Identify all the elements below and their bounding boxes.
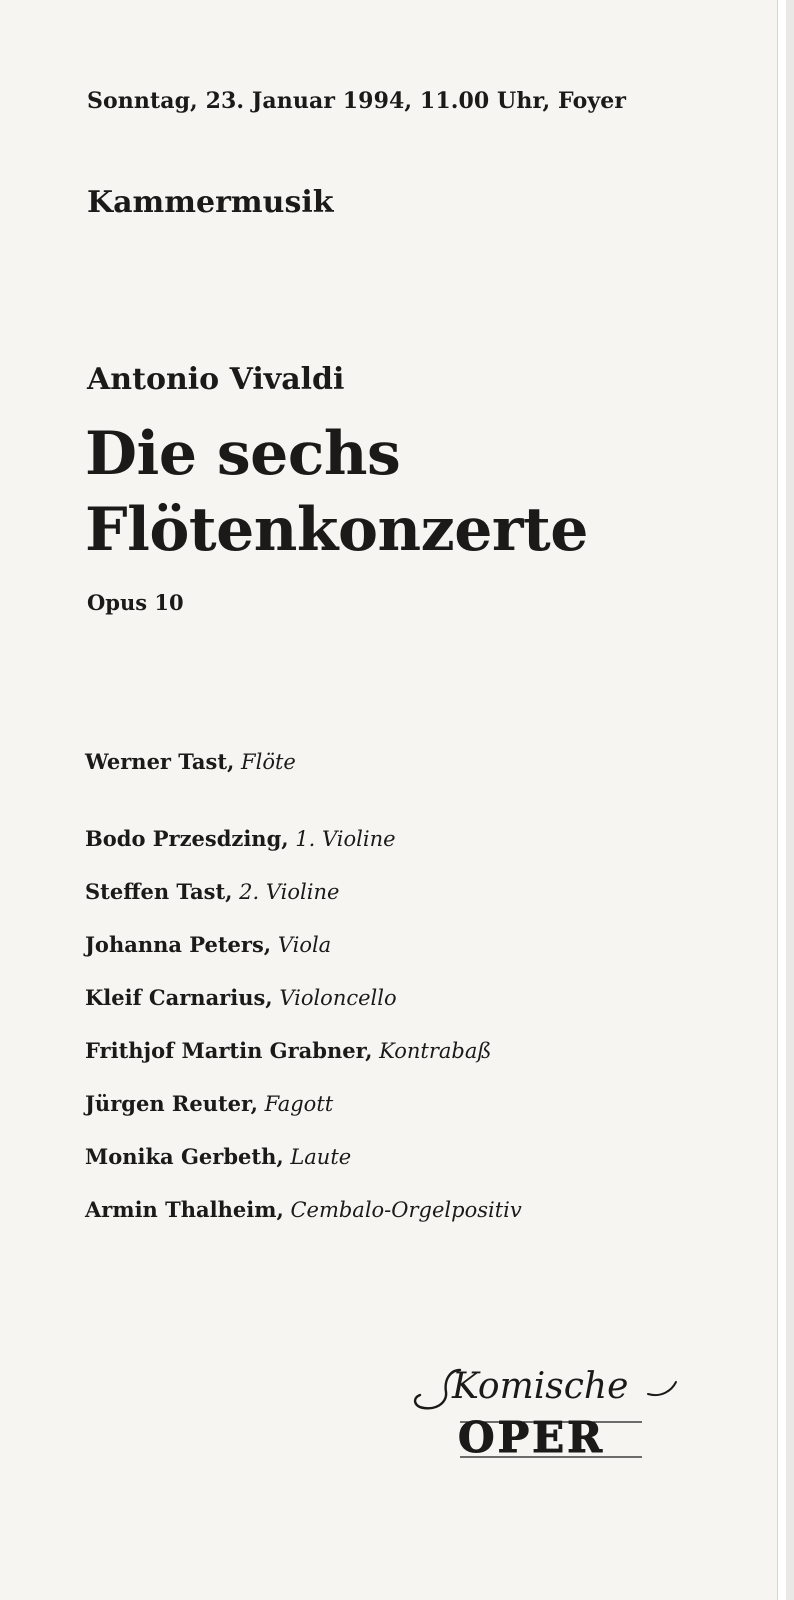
performer-row bbox=[85, 1038, 491, 1063]
logo-script-text: Komische bbox=[452, 1366, 629, 1407]
performer-instrument: Viola bbox=[277, 933, 332, 957]
performer-instrument: Violoncello bbox=[279, 986, 397, 1010]
series-title: Kammermusik bbox=[87, 185, 334, 220]
performer-name: Johanna Peters, bbox=[85, 932, 272, 957]
event-date-line: Sonntag, 23. Januar 1994, 11.00 Uhr, Foyer bbox=[87, 88, 627, 114]
performer-instrument: Fagott bbox=[264, 1092, 334, 1116]
performer-name: Steffen Tast, bbox=[85, 879, 233, 904]
performer-name: Monika Gerbeth, bbox=[85, 1144, 284, 1169]
performer-row bbox=[85, 879, 339, 904]
performer-row bbox=[85, 932, 331, 957]
performer-instrument: 2. Violine bbox=[239, 880, 340, 904]
komische-oper-logo bbox=[410, 1358, 700, 1468]
work-title-line-1: Die sechs bbox=[85, 419, 401, 489]
performer-row bbox=[85, 1091, 333, 1116]
work-title bbox=[85, 416, 588, 568]
performer-instrument: Kontrabaß bbox=[379, 1039, 492, 1063]
performer-row bbox=[85, 749, 296, 774]
performer-row bbox=[85, 826, 396, 851]
performer-name: Bodo Przesdzing, bbox=[85, 826, 289, 851]
performer-name: Armin Thalheim, bbox=[85, 1197, 284, 1222]
paper-edge bbox=[777, 0, 786, 1600]
performer-instrument: Laute bbox=[290, 1145, 352, 1169]
performer-row bbox=[85, 985, 397, 1010]
work-title-line-2: Flötenkonzerte bbox=[85, 495, 588, 565]
performer-name: Werner Tast, bbox=[85, 749, 235, 774]
composer-name: Antonio Vivaldi bbox=[87, 362, 345, 397]
komische-oper-logo-icon bbox=[410, 1358, 700, 1468]
performer-instrument: Flöte bbox=[241, 750, 296, 774]
performer-instrument: 1. Violine bbox=[295, 827, 396, 851]
performer-name: Kleif Carnarius, bbox=[85, 985, 273, 1010]
opus-number: Opus 10 bbox=[87, 590, 184, 615]
performer-instrument: Cembalo-Orgelpositiv bbox=[290, 1198, 522, 1222]
performer-name: Jürgen Reuter, bbox=[85, 1091, 258, 1116]
performer-name: Frithjof Martin Grabner, bbox=[85, 1038, 373, 1063]
performer-row bbox=[85, 1197, 522, 1222]
logo-block-text: OPER bbox=[458, 1413, 606, 1462]
logo-script-tail bbox=[648, 1382, 676, 1395]
performer-row bbox=[85, 1144, 351, 1169]
